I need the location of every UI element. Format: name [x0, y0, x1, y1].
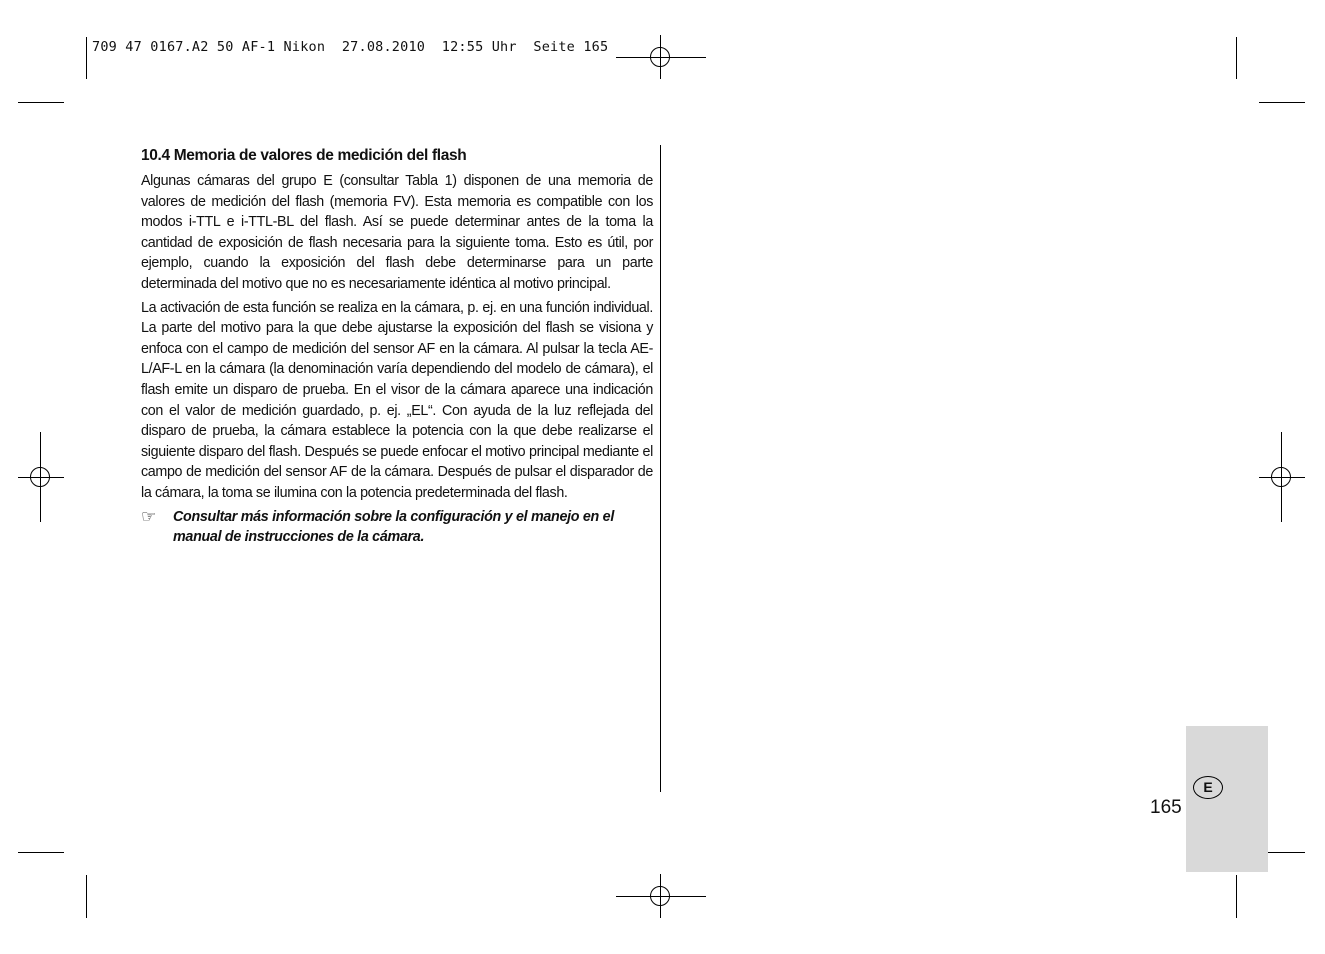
crop-mark — [1236, 37, 1237, 79]
crop-mark — [86, 37, 87, 79]
registration-circle — [30, 467, 50, 487]
crop-mark — [1259, 102, 1305, 103]
page-number: 165 — [1150, 797, 1182, 818]
content-column — [141, 145, 653, 548]
crop-mark — [18, 102, 64, 103]
pointing-hand-icon: ☞ — [141, 506, 156, 526]
crop-mark — [18, 852, 64, 853]
registration-circle — [650, 886, 670, 906]
note — [141, 507, 653, 548]
paragraph: Algunas cámaras del grupo E (consultar Tabla 1) disponen de una memoria de valores de medición del flash (memoria FV). Esta memoria es compatible con los modos i-TTL e i-TTL-BL del flash. Así se puede determinar antes de la toma la cantidad de exposición de flash necesaria para la siguiente toma. Esto es útil, por ejemplo, cuando la exposición del flash debe determinarse para un parte determinada del motivo que no es necesariamente idéntica al motivo principal. — [141, 173, 653, 292]
column-divider — [660, 145, 661, 792]
language-tab — [1186, 726, 1268, 872]
crop-mark — [86, 875, 87, 918]
paragraph: La activación de esta función se realiza en la cámara, p. ej. en una función individual. La parte del motivo para la que debe ajustarse la exposición del flash se visiona y enfoca con el campo de medición del sensor AF en la cámara. Al pulsar la tecla AE-L/AF-L en la cámara (la denominación varía dependiendo del modelo de cámara), el flash emite un disparo de prueba. En el visor de la cámara aparece una indicación con el valor de medición guardado, p. ej. „EL“. Con ayuda de la luz reflejada del disparo de prueba, la cámara establece la potencia con la que debe realizarse el siguiente disparo del flash. Después se puede enfocar el motivo principal mediante el campo de medición del sensor AF de la cámara. Después de pulsar el disparador de la cámara, la toma se ilumina con la potencia predeterminada del flash. — [141, 299, 653, 501]
note-text: Consultar más información sobre la configuración y el manejo en el manual de instrucciones de la cámara. — [173, 508, 614, 546]
section-title: 10.4 Memoria de valores de medición del flash — [141, 147, 467, 164]
language-badge: E — [1193, 776, 1223, 799]
print-header: 709 47 0167.A2 50 AF-1 Nikon 27.08.2010 12:55 Uhr Seite 165 — [92, 39, 609, 55]
crop-mark — [1236, 875, 1237, 918]
registration-circle — [650, 47, 670, 67]
registration-circle — [1271, 467, 1291, 487]
